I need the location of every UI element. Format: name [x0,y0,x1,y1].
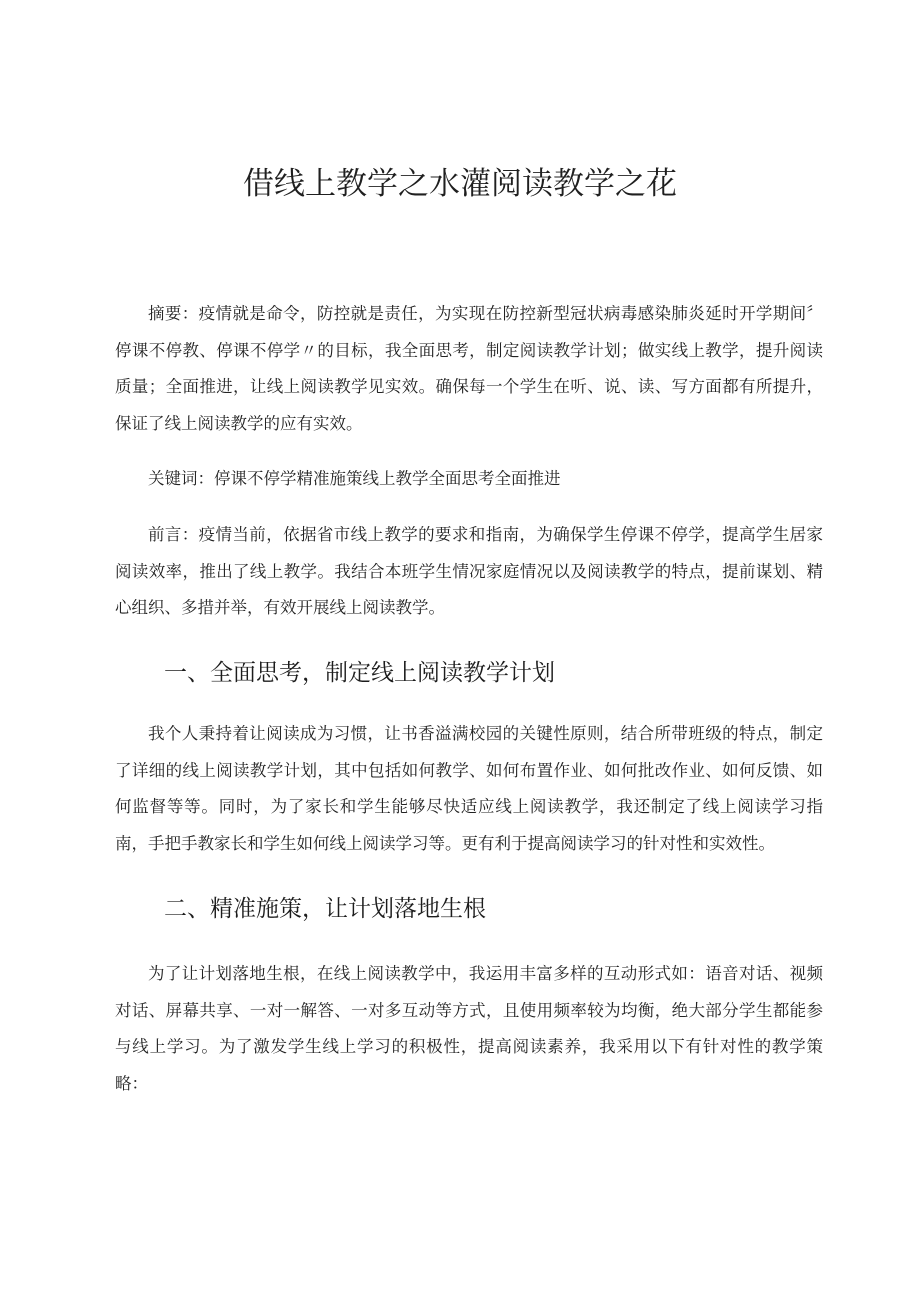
document-title: 借线上教学之水灌阅读教学之花 [243,166,677,202]
section-heading-2: 二、精准施策，让计划落地生根 [164,896,486,922]
section-heading-1: 一、全面思考，制定线上阅读教学计划 [164,660,555,686]
section-body-2: 为了让计划落地生根，在线上阅读教学中，我运用丰富多样的互动形式如：语音对话、视频对话、屏幕共享、一对一解答、一对多互动等方式，且使用频率较为均衡，绝大部分学生都能参与线上学习。为了激发学生线上学习的积极性，提高阅读素养，我采用以下有针对性的教学策略： [115,964,823,1093]
preface-paragraph: 前言：疫情当前，依据省市线上教学的要求和指南，为确保学生停课不停学，提高学生居家阅读效率，推出了线上教学。我结合本班学生情况家庭情况以及阅读教学的特点，提前谋划、精心组织、多措并举，有效开展线上阅读教学。 [115,525,823,617]
abstract-paragraph: 摘要：疫情就是命令，防控就是责任，为实现在防控新型冠状病毒感染肺炎延时开学期间〞停课不停教、停课不停学〃的目标，我全面思考，制定阅读教学计划；做实线上教学，提升阅读质量；全面推进，让线上阅读教学见实效。确保每一个学生在听、说、读、写方面都有所提升，保证了线上阅读教学的应有实效。 [115,304,823,433]
keywords-paragraph: 关键词：停课不停学精准施策线上教学全面思考全面推进 [148,469,561,488]
section-body-1: 我个人秉持着让阅读成为习惯，让书香溢满校园的关键性原则，结合所带班级的特点，制定了详细的线上阅读教学计划，其中包括如何教学、如何布置作业、如何批改作业、如何反馈、如何监督等等。同时，为了家长和学生能够尽快适应线上阅读教学，我还制定了线上阅读学习指南，手把手教家长和学生如何线上阅读学习等。更有利于提高阅读学习的针对性和实效性。 [115,724,823,853]
